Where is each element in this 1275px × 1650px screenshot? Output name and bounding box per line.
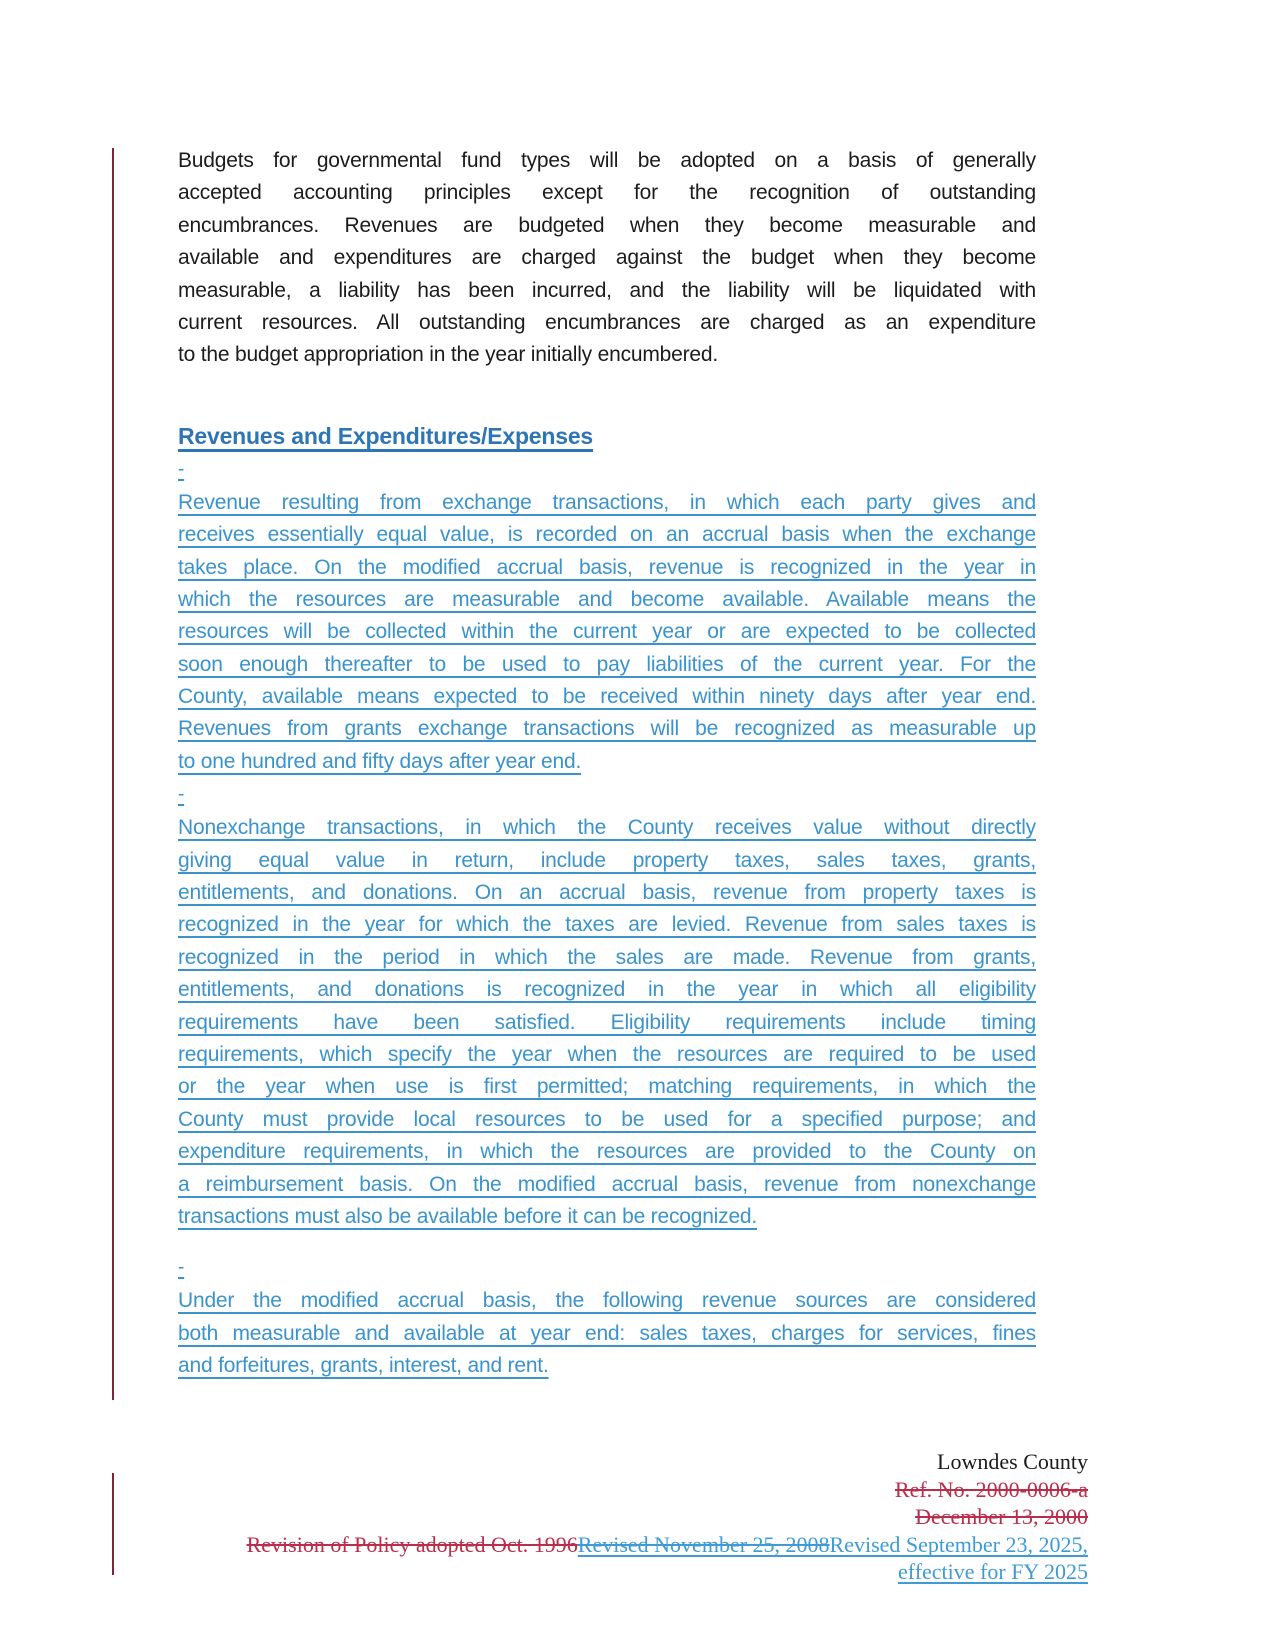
body-line: to one hundred and fifty days after year end.	[178, 749, 582, 773]
body-line: Budgets for governmental fund types will be adopted on a basis of generally	[178, 149, 1036, 172]
body-line: encumbrances. Revenues are budgeted when they become measurable and	[178, 213, 1036, 237]
body-line: recognized in the year for which the taxes are levied. Revenue from sales taxes is	[178, 913, 1036, 937]
body-line: measurable, a liability has been incurred, and the liability will be liquidated with	[178, 278, 1036, 302]
footer-revision-deleted-old: Revision of Policy adopted Oct. 1996	[246, 1531, 578, 1557]
body-line: accepted accounting principles except for the recognition of outstanding	[178, 181, 1036, 205]
inserted-paragraph-mark: -	[178, 458, 185, 480]
tracked-change-bar-body	[112, 148, 114, 1400]
body-line: and forfeitures, grants, interest, and rent.	[178, 1354, 549, 1378]
body-line: available and expenditures are charged against the budget when they become	[178, 246, 1036, 270]
body-line: requirements have been satisfied. Eligibility requirements include timing	[178, 1010, 1036, 1034]
body-line: Nonexchange transactions, in which the County receives value without directly	[178, 816, 1036, 840]
body-line: entitlements, and donations is recognized in the year in which all eligibility	[178, 978, 1036, 1002]
body-line: recognized in the period in which the sales are made. Revenue from grants,	[178, 945, 1036, 969]
body-line: a reimbursement basis. On the modified accrual basis, revenue from nonexchange	[178, 1172, 1036, 1196]
footer-effective-line: effective for FY 2025	[898, 1559, 1088, 1584]
body-line: resources will be collected within the current year or are expected to be collected	[178, 620, 1036, 644]
footer-date-deleted: December 13, 2000	[915, 1504, 1088, 1529]
footer-revision-inserted: Revised September 23, 2025,	[829, 1531, 1088, 1557]
body-line: Under the modified accrual basis, the following revenue sources are considered	[178, 1289, 1036, 1313]
body-line: entitlements, and donations. On an accrual basis, revenue from property taxes is	[178, 881, 1036, 905]
body-line: transactions must also be available before it can be recognized.	[178, 1204, 758, 1228]
document-footer	[100, 1448, 1088, 1586]
footer-revision-line	[100, 1531, 1088, 1559]
footer-county-name: Lowndes County	[937, 1449, 1088, 1474]
body-line: takes place. On the modified accrual basis, revenue is recognized in the year in	[178, 555, 1036, 579]
body-line: County, available means expected to be received within ninety days after year end.	[178, 685, 1036, 709]
paragraph	[178, 145, 1036, 372]
body-line: requirements, which specify the year when the resources are required to be used	[178, 1042, 1036, 1066]
body-line: to the budget appropriation in the year initially encumbered.	[178, 343, 718, 367]
body-line: soon enough thereafter to be used to pay liabilities of the current year. For the	[178, 652, 1036, 676]
body-line: current resources. All outstanding encumbrances are charged as an expenditure	[178, 310, 1036, 334]
inserted-paragraph-mark: -	[178, 1257, 185, 1279]
document-body	[178, 145, 1036, 1383]
body-line: expenditure requirements, in which the resources are provided to the County on	[178, 1140, 1036, 1164]
inserted-paragraph	[178, 812, 1036, 1233]
inserted-paragraph	[178, 1285, 1036, 1382]
body-line: which the resources are measurable and become available. Available means the	[178, 587, 1036, 611]
inserted-paragraph-mark: -	[178, 784, 185, 806]
inserted-paragraph	[178, 487, 1036, 779]
footer-revision-deleted-insertion: Revised November 25, 2008	[577, 1531, 830, 1557]
body-line: both measurable and available at year end: sales taxes, charges for services, fines	[178, 1321, 1036, 1345]
body-line: County must provide local resources to be used for a specified purpose; and	[178, 1107, 1036, 1131]
body-line: giving equal value in return, include property taxes, sales taxes, grants,	[178, 848, 1036, 872]
body-line: Revenues from grants exchange transactions will be recognized as measurable up	[178, 717, 1036, 741]
body-line: receives essentially equal value, is recorded on an accrual basis when the exchange	[178, 523, 1036, 547]
body-line: Revenue resulting from exchange transactions, in which each party gives and	[178, 490, 1036, 514]
body-line: or the year when use is first permitted; matching requirements, in which the	[178, 1075, 1036, 1099]
section-heading: Revenues and Expenditures/Expenses	[178, 422, 594, 449]
footer-ref-no-deleted: Ref. No. 2000-0006-a	[894, 1476, 1088, 1502]
